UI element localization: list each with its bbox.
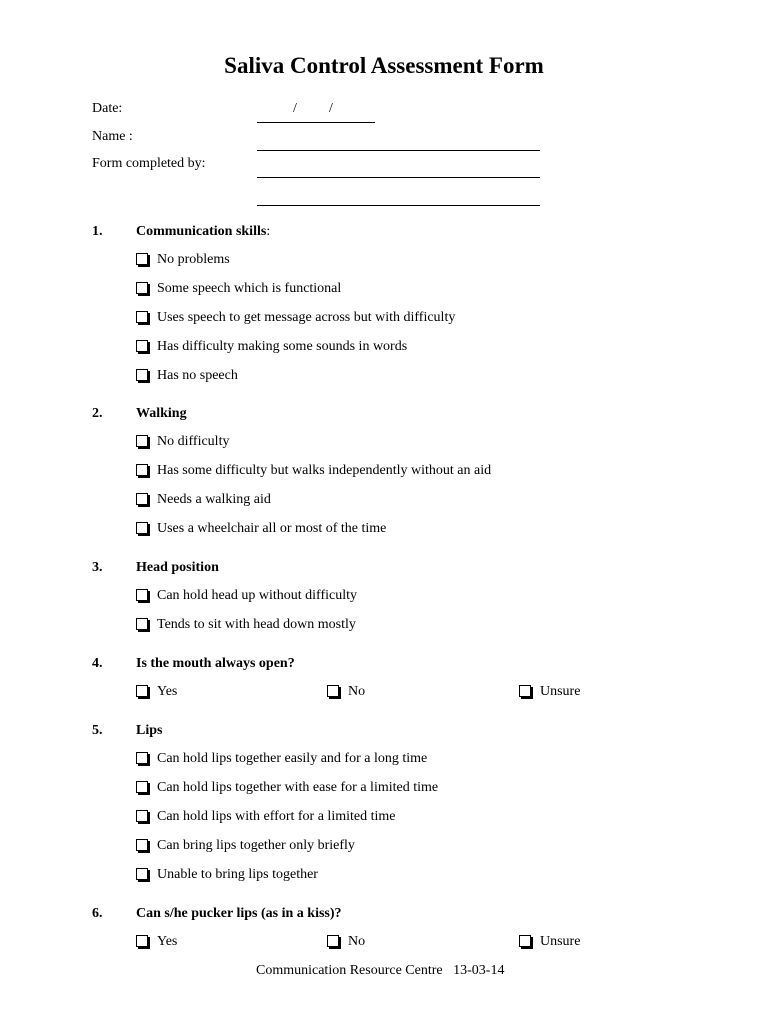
question-5-text: Lips [136, 723, 163, 738]
checkbox-icon[interactable] [136, 522, 148, 534]
q4-option-unsure[interactable]: Unsure [519, 684, 580, 700]
q4-option-no[interactable]: No [327, 684, 365, 700]
completed-by-label: Form completed by: [92, 156, 206, 171]
checkbox-icon[interactable] [136, 810, 148, 822]
date-slash-2: / [329, 101, 333, 116]
checkbox-icon[interactable] [136, 369, 148, 381]
checkbox-icon[interactable] [519, 935, 531, 947]
checkbox-icon[interactable] [327, 935, 339, 947]
q1-option-4[interactable]: Has difficulty making some sounds in words [136, 339, 407, 355]
checkbox-icon[interactable] [136, 253, 148, 265]
q1-option-2[interactable]: Some speech which is functional [136, 281, 341, 297]
checkbox-icon[interactable] [136, 685, 148, 697]
checkbox-icon[interactable] [136, 282, 148, 294]
q1-option-1[interactable]: No problems [136, 252, 230, 268]
q5-option-3[interactable]: Can hold lips with effort for a limited time [136, 809, 395, 825]
q2-option-1[interactable]: No difficulty [136, 434, 229, 450]
q6-option-yes[interactable]: Yes [136, 934, 177, 950]
date-field-line[interactable] [257, 122, 375, 123]
q2-option-3[interactable]: Needs a walking aid [136, 492, 271, 508]
question-2-number: 2. [92, 406, 103, 421]
question-4-number: 4. [92, 656, 103, 671]
q5-option-4[interactable]: Can bring lips together only briefly [136, 838, 355, 854]
checkbox-icon[interactable] [136, 618, 148, 630]
completed-by-field-line[interactable] [257, 177, 540, 178]
completed-by-field-line-2[interactable] [257, 205, 540, 206]
checkbox-icon[interactable] [136, 311, 148, 323]
question-3-text: Head position [136, 560, 219, 575]
q3-option-2[interactable]: Tends to sit with head down mostly [136, 617, 356, 633]
checkbox-icon[interactable] [136, 589, 148, 601]
question-6-number: 6. [92, 906, 103, 921]
q6-option-unsure[interactable]: Unsure [519, 934, 580, 950]
question-5-number: 5. [92, 723, 103, 738]
checkbox-icon[interactable] [136, 781, 148, 793]
question-6-text: Can s/he pucker lips (as in a kiss)? [136, 906, 342, 921]
q2-option-4[interactable]: Uses a wheelchair all or most of the time [136, 521, 386, 537]
checkbox-icon[interactable] [519, 685, 531, 697]
q5-option-2[interactable]: Can hold lips together with ease for a limited time [136, 780, 438, 796]
footer-date: 13-03-14 [453, 963, 505, 978]
question-4-text: Is the mouth always open? [136, 656, 295, 671]
name-field-line[interactable] [257, 150, 540, 151]
name-label: Name : [92, 129, 133, 144]
page-footer [256, 963, 504, 979]
question-2-text: Walking [136, 406, 187, 421]
question-1-number: 1. [92, 224, 103, 239]
q3-option-1[interactable]: Can hold head up without difficulty [136, 588, 357, 604]
checkbox-icon[interactable] [136, 435, 148, 447]
checkbox-icon[interactable] [136, 340, 148, 352]
q5-option-1[interactable]: Can hold lips together easily and for a long time [136, 751, 427, 767]
checkbox-icon[interactable] [327, 685, 339, 697]
q1-option-3[interactable]: Uses speech to get message across but with difficulty [136, 310, 455, 326]
q1-option-5[interactable]: Has no speech [136, 368, 238, 384]
q2-option-2[interactable]: Has some difficulty but walks independently without an aid [136, 463, 491, 479]
footer-org: Communication Resource Centre [256, 963, 443, 978]
q6-option-no[interactable]: No [327, 934, 365, 950]
checkbox-icon[interactable] [136, 935, 148, 947]
date-slash-1: / [293, 101, 297, 116]
checkbox-icon[interactable] [136, 868, 148, 880]
question-3-number: 3. [92, 560, 103, 575]
question-1-text: Communication skills: [136, 224, 271, 239]
form-title: Saliva Control Assessment Form [224, 53, 544, 78]
checkbox-icon[interactable] [136, 839, 148, 851]
q5-option-5[interactable]: Unable to bring lips together [136, 867, 318, 883]
checkbox-icon[interactable] [136, 752, 148, 764]
q4-option-yes[interactable]: Yes [136, 684, 177, 700]
date-label: Date: [92, 101, 123, 116]
checkbox-icon[interactable] [136, 464, 148, 476]
checkbox-icon[interactable] [136, 493, 148, 505]
